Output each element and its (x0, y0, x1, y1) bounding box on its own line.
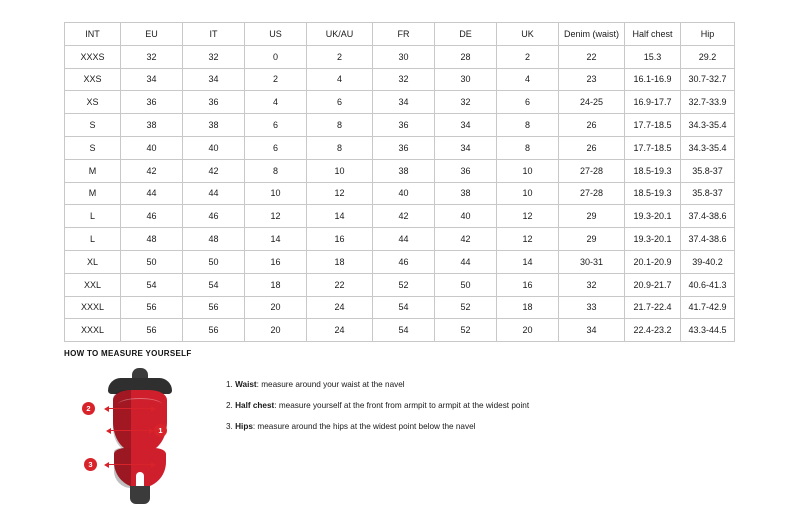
table-row (65, 45, 735, 68)
cell-hip: 34.3-35.4 (681, 136, 735, 159)
cell-it: 44 (183, 182, 245, 205)
measure-note-waist (226, 380, 529, 390)
cell-uk-au: 24 (307, 319, 373, 342)
cell-int: XXL (65, 273, 121, 296)
cell-eu: 42 (121, 159, 183, 182)
cell-eu: 38 (121, 114, 183, 137)
cell-eu: 50 (121, 250, 183, 273)
cell-denim-waist: 27-28 (559, 159, 625, 182)
cell-int: L (65, 205, 121, 228)
cell-hip: 37.4-38.6 (681, 205, 735, 228)
cell-fr: 36 (373, 136, 435, 159)
cell-uk: 12 (497, 228, 559, 251)
cell-uk: 10 (497, 159, 559, 182)
cell-uk-au: 24 (307, 296, 373, 319)
cell-int: XXXL (65, 319, 121, 342)
cell-denim-waist: 24-25 (559, 91, 625, 114)
cell-half-chest: 16.9-17.7 (625, 91, 681, 114)
cell-eu: 32 (121, 45, 183, 68)
cell-int: XS (65, 91, 121, 114)
cell-it: 42 (183, 159, 245, 182)
measure-note-term: Waist (235, 380, 257, 389)
cell-denim-waist: 23 (559, 68, 625, 91)
cell-us: 2 (245, 68, 307, 91)
measure-note-text: : measure yourself at the front from armpit to armpit at the widest point (274, 400, 530, 410)
cell-uk: 14 (497, 250, 559, 273)
marker-3-hips: 3 (84, 458, 97, 471)
cell-fr: 30 (373, 45, 435, 68)
cell-fr: 46 (373, 250, 435, 273)
cell-fr: 36 (373, 114, 435, 137)
cell-fr: 40 (373, 182, 435, 205)
measure-note-hips (226, 422, 529, 432)
cell-uk: 16 (497, 273, 559, 296)
cell-int: XL (65, 250, 121, 273)
cell-int: XXXS (65, 45, 121, 68)
measure-note-number: 1. (226, 380, 233, 389)
cell-uk-au: 12 (307, 182, 373, 205)
cell-us: 0 (245, 45, 307, 68)
column-header-it: IT (183, 23, 245, 46)
cell-eu: 34 (121, 68, 183, 91)
cell-half-chest: 18.5-19.3 (625, 182, 681, 205)
cell-de: 30 (435, 68, 497, 91)
cell-half-chest: 22.4-23.2 (625, 319, 681, 342)
cell-uk-au: 16 (307, 228, 373, 251)
cell-us: 4 (245, 91, 307, 114)
cell-fr: 44 (373, 228, 435, 251)
cell-uk-au: 4 (307, 68, 373, 91)
cell-us: 16 (245, 250, 307, 273)
column-header-half-chest: Half chest (625, 23, 681, 46)
table-row (65, 250, 735, 273)
cell-half-chest: 17.7-18.5 (625, 136, 681, 159)
cell-uk: 8 (497, 136, 559, 159)
measurement-diagram (82, 368, 202, 508)
cell-de: 44 (435, 250, 497, 273)
cell-it: 40 (183, 136, 245, 159)
cell-us: 8 (245, 159, 307, 182)
cell-it: 54 (183, 273, 245, 296)
cell-us: 20 (245, 319, 307, 342)
cell-it: 32 (183, 45, 245, 68)
table-row (65, 68, 735, 91)
cell-eu: 48 (121, 228, 183, 251)
mannequin-hip-shadow (114, 448, 131, 488)
cell-eu: 40 (121, 136, 183, 159)
cell-it: 38 (183, 114, 245, 137)
how-to-measure-body (64, 368, 744, 508)
cell-half-chest: 16.1-16.9 (625, 68, 681, 91)
cell-eu: 36 (121, 91, 183, 114)
table-row (65, 296, 735, 319)
cell-fr: 42 (373, 205, 435, 228)
cell-denim-waist: 26 (559, 136, 625, 159)
cell-us: 20 (245, 296, 307, 319)
cell-uk-au: 14 (307, 205, 373, 228)
cell-de: 34 (435, 136, 497, 159)
cell-hip: 34.3-35.4 (681, 114, 735, 137)
cell-fr: 52 (373, 273, 435, 296)
cell-hip: 30.7-32.7 (681, 68, 735, 91)
cell-int: XXS (65, 68, 121, 91)
cell-hip: 37.4-38.6 (681, 228, 735, 251)
measure-note-half-chest (226, 401, 529, 411)
cell-de: 52 (435, 296, 497, 319)
cell-uk: 18 (497, 296, 559, 319)
cell-it: 56 (183, 296, 245, 319)
cell-hip: 29.2 (681, 45, 735, 68)
measure-notes-list (226, 368, 529, 443)
cell-eu: 54 (121, 273, 183, 296)
column-header-eu: EU (121, 23, 183, 46)
column-header-uk-au: UK/AU (307, 23, 373, 46)
cell-fr: 34 (373, 91, 435, 114)
cell-hip: 40.6-41.3 (681, 273, 735, 296)
hip-measure-arrow-icon (108, 464, 152, 465)
table-row (65, 159, 735, 182)
cell-uk-au: 18 (307, 250, 373, 273)
cell-fr: 32 (373, 68, 435, 91)
table-header-row (65, 23, 735, 46)
cell-us: 6 (245, 114, 307, 137)
cell-uk-au: 6 (307, 91, 373, 114)
cell-int: XXXL (65, 296, 121, 319)
table-row (65, 273, 735, 296)
cell-de: 50 (435, 273, 497, 296)
cell-it: 48 (183, 228, 245, 251)
cell-hip: 39-40.2 (681, 250, 735, 273)
table-head (65, 23, 735, 46)
cell-us: 14 (245, 228, 307, 251)
column-header-de: DE (435, 23, 497, 46)
cell-us: 6 (245, 136, 307, 159)
cell-uk: 6 (497, 91, 559, 114)
table-row (65, 205, 735, 228)
column-header-int: INT (65, 23, 121, 46)
cell-uk: 2 (497, 45, 559, 68)
cell-half-chest: 19.3-20.1 (625, 205, 681, 228)
cell-de: 34 (435, 114, 497, 137)
cell-uk: 12 (497, 205, 559, 228)
table-row (65, 136, 735, 159)
half-chest-measure-arrow-icon (108, 408, 152, 409)
column-header-uk: UK (497, 23, 559, 46)
cell-hip: 43.3-44.5 (681, 319, 735, 342)
cell-fr: 54 (373, 296, 435, 319)
cell-hip: 35.8-37 (681, 159, 735, 182)
cell-denim-waist: 27-28 (559, 182, 625, 205)
cell-uk-au: 22 (307, 273, 373, 296)
cell-int: M (65, 182, 121, 205)
cell-hip: 32.7-33.9 (681, 91, 735, 114)
cell-half-chest: 18.5-19.3 (625, 159, 681, 182)
cell-eu: 56 (121, 296, 183, 319)
measure-note-text: : measure around your waist at the navel (256, 380, 405, 389)
cell-denim-waist: 34 (559, 319, 625, 342)
measure-note-number: 3. (226, 421, 233, 431)
column-header-denim-waist: Denim (waist) (559, 23, 625, 46)
size-chart-table-wrapper (64, 22, 734, 342)
cell-denim-waist: 29 (559, 205, 625, 228)
cell-half-chest: 15.3 (625, 45, 681, 68)
cell-eu: 56 (121, 319, 183, 342)
table-row (65, 91, 735, 114)
cell-it: 46 (183, 205, 245, 228)
cell-us: 10 (245, 182, 307, 205)
cell-de: 36 (435, 159, 497, 182)
cell-uk: 8 (497, 114, 559, 137)
how-to-measure-title: HOW TO MEASURE YOURSELF (64, 349, 192, 358)
cell-de: 28 (435, 45, 497, 68)
measure-note-term: Half chest (235, 400, 275, 410)
cell-de: 40 (435, 205, 497, 228)
measure-note-number: 2. (226, 400, 233, 410)
cell-denim-waist: 33 (559, 296, 625, 319)
cell-it: 56 (183, 319, 245, 342)
marker-1-waist: 1 (154, 424, 167, 437)
mannequin-stand (130, 486, 150, 504)
table-row (65, 114, 735, 137)
cell-int: L (65, 228, 121, 251)
cell-de: 38 (435, 182, 497, 205)
cell-hip: 35.8-37 (681, 182, 735, 205)
cell-it: 50 (183, 250, 245, 273)
cell-eu: 46 (121, 205, 183, 228)
cell-uk-au: 10 (307, 159, 373, 182)
cell-uk-au: 8 (307, 114, 373, 137)
cell-de: 32 (435, 91, 497, 114)
cell-us: 12 (245, 205, 307, 228)
waist-measure-arrow-icon (110, 430, 150, 431)
measure-note-text: : measure around the hips at the widest point below the navel (252, 421, 476, 431)
cell-fr: 38 (373, 159, 435, 182)
cell-uk-au: 2 (307, 45, 373, 68)
cell-hip: 41.7-42.9 (681, 296, 735, 319)
cell-denim-waist: 29 (559, 228, 625, 251)
cell-uk-au: 8 (307, 136, 373, 159)
cell-denim-waist: 22 (559, 45, 625, 68)
marker-2-half-chest: 2 (82, 402, 95, 415)
cell-half-chest: 19.3-20.1 (625, 228, 681, 251)
cell-denim-waist: 32 (559, 273, 625, 296)
cell-eu: 44 (121, 182, 183, 205)
column-header-fr: FR (373, 23, 435, 46)
cell-it: 34 (183, 68, 245, 91)
cell-half-chest: 21.7-22.4 (625, 296, 681, 319)
cell-half-chest: 17.7-18.5 (625, 114, 681, 137)
cell-half-chest: 20.9-21.7 (625, 273, 681, 296)
cell-uk: 4 (497, 68, 559, 91)
cell-denim-waist: 30-31 (559, 250, 625, 273)
cell-int: S (65, 114, 121, 137)
mannequin-icon (102, 368, 178, 508)
cell-it: 36 (183, 91, 245, 114)
cell-half-chest: 20.1-20.9 (625, 250, 681, 273)
cell-us: 18 (245, 273, 307, 296)
table-row (65, 319, 735, 342)
measure-note-term: Hips (235, 421, 253, 431)
cell-fr: 54 (373, 319, 435, 342)
column-header-us: US (245, 23, 307, 46)
cell-int: M (65, 159, 121, 182)
cell-uk: 20 (497, 319, 559, 342)
table-body (65, 45, 735, 341)
cell-de: 42 (435, 228, 497, 251)
cell-denim-waist: 26 (559, 114, 625, 137)
cell-de: 52 (435, 319, 497, 342)
column-header-hip: Hip (681, 23, 735, 46)
table-row (65, 182, 735, 205)
size-chart-table (64, 22, 735, 342)
table-row (65, 228, 735, 251)
cell-int: S (65, 136, 121, 159)
how-to-measure-section (64, 349, 744, 508)
cell-uk: 10 (497, 182, 559, 205)
